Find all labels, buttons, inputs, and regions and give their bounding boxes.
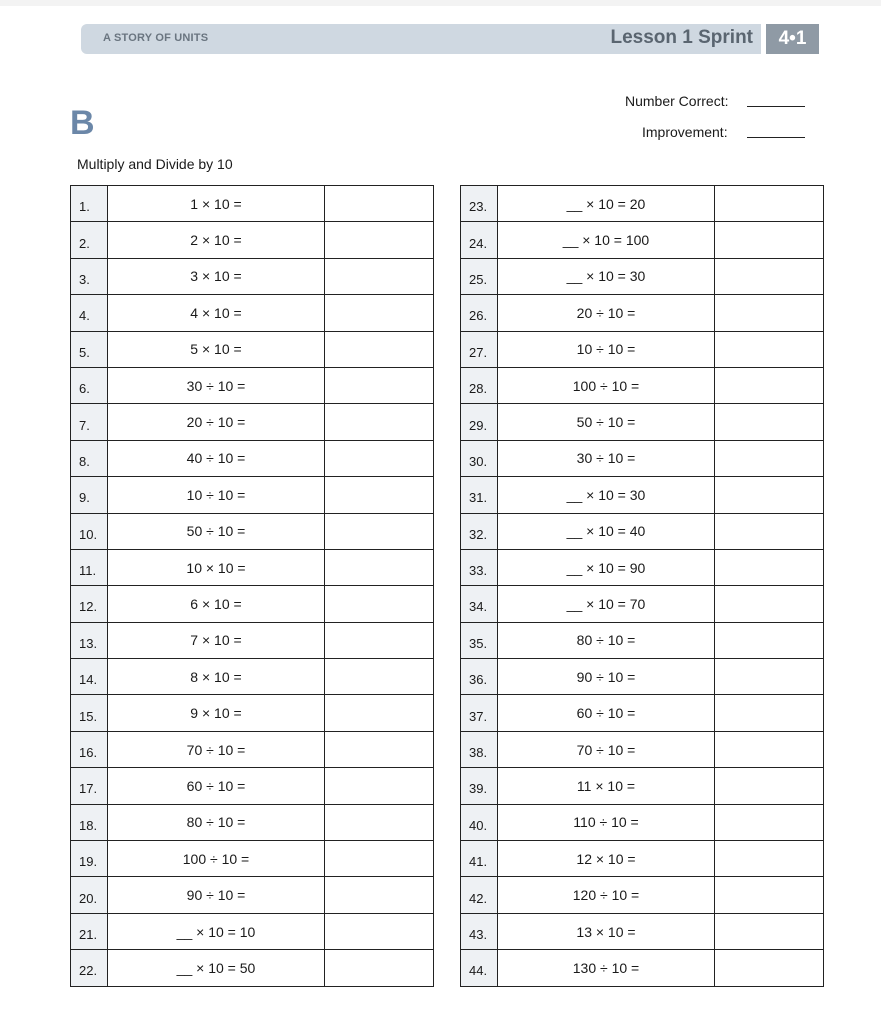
problem-expression: 30 ÷ 10 = (108, 367, 325, 403)
problem-row (461, 258, 824, 294)
problem-row (71, 513, 434, 549)
problem-row (71, 586, 434, 622)
left-problem-table (70, 185, 434, 987)
problem-number: 7. (71, 404, 108, 440)
answer-box[interactable] (715, 586, 824, 622)
problem-number: 23. (461, 186, 498, 222)
problem-number: 34. (461, 586, 498, 622)
problem-expression: __ × 10 = 40 (498, 513, 715, 549)
answer-box[interactable] (715, 513, 824, 549)
module-badge: 4•1 (766, 24, 819, 54)
problem-number: 29. (461, 404, 498, 440)
problem-number: 4. (71, 295, 108, 331)
answer-box[interactable] (715, 695, 824, 731)
problem-row (71, 841, 434, 877)
answer-box[interactable] (325, 695, 434, 731)
problem-expression: __ × 10 = 30 (498, 258, 715, 294)
problem-number: 5. (71, 331, 108, 367)
answer-box[interactable] (715, 549, 824, 585)
problem-expression: 100 ÷ 10 = (498, 367, 715, 403)
problem-row (71, 477, 434, 513)
problem-number: 6. (71, 367, 108, 403)
problem-number: 19. (71, 841, 108, 877)
problem-row (71, 768, 434, 804)
answer-box[interactable] (325, 222, 434, 258)
problem-number: 28. (461, 367, 498, 403)
problem-row (71, 331, 434, 367)
problem-expression: __ × 10 = 90 (498, 549, 715, 585)
answer-box[interactable] (715, 404, 824, 440)
lesson-title: Lesson 1 Sprint (610, 27, 753, 48)
answer-box[interactable] (715, 950, 824, 986)
problem-expression: 4 × 10 = (108, 295, 325, 331)
problem-row (461, 222, 824, 258)
problem-number: 33. (461, 549, 498, 585)
curriculum-title: A STORY OF UNITS (103, 32, 209, 44)
problem-number: 21. (71, 913, 108, 949)
problem-expression: 6 × 10 = (108, 586, 325, 622)
improvement-label: Improvement: (642, 124, 728, 140)
problem-row (71, 950, 434, 986)
problem-row (71, 186, 434, 222)
answer-box[interactable] (325, 477, 434, 513)
answer-box[interactable] (325, 186, 434, 222)
problem-row (461, 513, 824, 549)
problem-row (71, 695, 434, 731)
problem-number: 39. (461, 768, 498, 804)
answer-box[interactable] (715, 913, 824, 949)
answer-box[interactable] (715, 804, 824, 840)
problem-expression: 80 ÷ 10 = (108, 804, 325, 840)
answer-box[interactable] (325, 586, 434, 622)
problem-number: 20. (71, 877, 108, 913)
problem-expression: 80 ÷ 10 = (498, 622, 715, 658)
problem-row (461, 186, 824, 222)
answer-box[interactable] (715, 659, 824, 695)
problem-expression: 90 ÷ 10 = (108, 877, 325, 913)
problem-row (461, 731, 824, 767)
problem-expression: 8 × 10 = (108, 659, 325, 695)
problem-expression: 20 ÷ 10 = (108, 404, 325, 440)
problem-expression: __ × 10 = 20 (498, 186, 715, 222)
problem-row (71, 404, 434, 440)
problem-number: 38. (461, 731, 498, 767)
problem-expression: 110 ÷ 10 = (498, 804, 715, 840)
problem-row (461, 622, 824, 658)
answer-box[interactable] (715, 258, 824, 294)
problem-row (461, 768, 824, 804)
answer-box[interactable] (325, 367, 434, 403)
problem-number: 11. (71, 549, 108, 585)
answer-box[interactable] (325, 331, 434, 367)
problem-expression: 120 ÷ 10 = (498, 877, 715, 913)
problem-expression: 30 ÷ 10 = (498, 440, 715, 476)
problem-number: 9. (71, 477, 108, 513)
problem-number: 2. (71, 222, 108, 258)
sprint-form-letter: B (70, 104, 95, 142)
problem-row (461, 586, 824, 622)
problem-row (461, 913, 824, 949)
answer-box[interactable] (325, 295, 434, 331)
problem-row (461, 804, 824, 840)
problem-expression: 50 ÷ 10 = (108, 513, 325, 549)
problem-number: 37. (461, 695, 498, 731)
answer-box[interactable] (325, 549, 434, 585)
problem-row (461, 477, 824, 513)
problem-expression: 2 × 10 = (108, 222, 325, 258)
problem-row (71, 440, 434, 476)
answer-box[interactable] (715, 477, 824, 513)
answer-box[interactable] (715, 331, 824, 367)
improvement-blank[interactable] (747, 137, 805, 138)
problem-expression: 12 × 10 = (498, 841, 715, 877)
problem-row (461, 367, 824, 403)
right-problem-table (460, 185, 824, 987)
problem-expression: 60 ÷ 10 = (108, 768, 325, 804)
answer-box[interactable] (325, 804, 434, 840)
problem-number: 42. (461, 877, 498, 913)
answer-box[interactable] (325, 841, 434, 877)
problem-number: 15. (71, 695, 108, 731)
number-correct-blank[interactable] (747, 106, 805, 107)
problem-expression: 70 ÷ 10 = (498, 731, 715, 767)
problem-expression: 90 ÷ 10 = (498, 659, 715, 695)
problem-expression: 5 × 10 = (108, 331, 325, 367)
problem-expression: 9 × 10 = (108, 695, 325, 731)
problem-number: 35. (461, 622, 498, 658)
answer-box[interactable] (325, 950, 434, 986)
worksheet-subtitle: Multiply and Divide by 10 (77, 156, 233, 172)
problem-row (71, 622, 434, 658)
problem-row (461, 950, 824, 986)
problem-row (71, 804, 434, 840)
problem-expression: 7 × 10 = (108, 622, 325, 658)
answer-box[interactable] (325, 877, 434, 913)
problem-expression: __ × 10 = 100 (498, 222, 715, 258)
problem-number: 22. (71, 950, 108, 986)
problem-number: 18. (71, 804, 108, 840)
problem-row (71, 258, 434, 294)
problem-row (461, 331, 824, 367)
answer-box[interactable] (715, 622, 824, 658)
problem-expression: 20 ÷ 10 = (498, 295, 715, 331)
problem-row (461, 549, 824, 585)
problem-row (71, 295, 434, 331)
problem-number: 32. (461, 513, 498, 549)
problem-number: 14. (71, 659, 108, 695)
problem-expression: 11 × 10 = (498, 768, 715, 804)
problem-expression: 50 ÷ 10 = (498, 404, 715, 440)
problem-expression: __ × 10 = 10 (108, 913, 325, 949)
problem-number: 26. (461, 295, 498, 331)
problem-expression: 10 ÷ 10 = (108, 477, 325, 513)
problem-expression: __ × 10 = 50 (108, 950, 325, 986)
answer-box[interactable] (325, 622, 434, 658)
problem-row (71, 549, 434, 585)
problem-number: 31. (461, 477, 498, 513)
problem-row (461, 295, 824, 331)
number-correct-label: Number Correct: (625, 93, 729, 109)
problem-expression: 100 ÷ 10 = (108, 841, 325, 877)
answer-box[interactable] (715, 222, 824, 258)
problem-expression: 70 ÷ 10 = (108, 731, 325, 767)
problem-number: 30. (461, 440, 498, 476)
answer-box[interactable] (325, 659, 434, 695)
answer-box[interactable] (325, 258, 434, 294)
problem-row (71, 731, 434, 767)
problem-number: 13. (71, 622, 108, 658)
problem-number: 17. (71, 768, 108, 804)
answer-box[interactable] (715, 186, 824, 222)
problem-expression: 130 ÷ 10 = (498, 950, 715, 986)
problem-expression: 40 ÷ 10 = (108, 440, 325, 476)
answer-box[interactable] (325, 913, 434, 949)
problem-number: 16. (71, 731, 108, 767)
problem-row (461, 659, 824, 695)
answer-box[interactable] (325, 404, 434, 440)
answer-box[interactable] (715, 367, 824, 403)
problem-row (461, 877, 824, 913)
answer-box[interactable] (715, 731, 824, 767)
problem-number: 1. (71, 186, 108, 222)
problem-number: 25. (461, 258, 498, 294)
answer-box[interactable] (715, 295, 824, 331)
header-bar (81, 24, 761, 54)
problem-row (461, 440, 824, 476)
answer-box[interactable] (325, 513, 434, 549)
answer-box[interactable] (715, 841, 824, 877)
problem-number: 27. (461, 331, 498, 367)
problem-number: 40. (461, 804, 498, 840)
problem-number: 43. (461, 913, 498, 949)
answer-box[interactable] (715, 877, 824, 913)
answer-box[interactable] (325, 731, 434, 767)
problem-number: 10. (71, 513, 108, 549)
answer-box[interactable] (715, 440, 824, 476)
problem-expression: 13 × 10 = (498, 913, 715, 949)
problem-row (461, 695, 824, 731)
problem-row (71, 367, 434, 403)
problem-row (461, 841, 824, 877)
problem-expression: 1 × 10 = (108, 186, 325, 222)
problem-number: 3. (71, 258, 108, 294)
problem-expression: 10 × 10 = (108, 549, 325, 585)
page-top-edge (0, 0, 881, 6)
answer-box[interactable] (325, 768, 434, 804)
problem-number: 44. (461, 950, 498, 986)
problem-expression: 60 ÷ 10 = (498, 695, 715, 731)
problem-expression: __ × 10 = 30 (498, 477, 715, 513)
problem-expression: 10 ÷ 10 = (498, 331, 715, 367)
problem-number: 36. (461, 659, 498, 695)
problem-expression: 3 × 10 = (108, 258, 325, 294)
problem-number: 12. (71, 586, 108, 622)
problem-number: 8. (71, 440, 108, 476)
problem-row (71, 659, 434, 695)
problem-expression: __ × 10 = 70 (498, 586, 715, 622)
answer-box[interactable] (715, 768, 824, 804)
problem-row (71, 913, 434, 949)
problem-number: 24. (461, 222, 498, 258)
problem-row (461, 404, 824, 440)
problem-row (71, 877, 434, 913)
answer-box[interactable] (325, 440, 434, 476)
problem-row (71, 222, 434, 258)
problem-number: 41. (461, 841, 498, 877)
